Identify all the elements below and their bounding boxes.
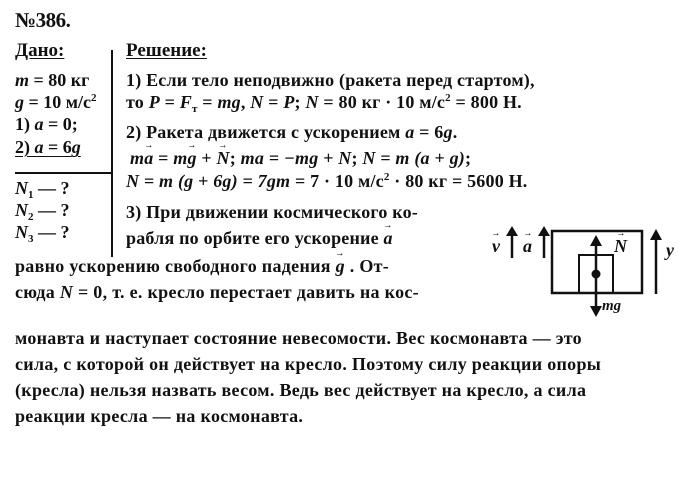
given-heading: Дано: (15, 40, 65, 61)
given-case-1: 1) a = 0; (15, 114, 78, 134)
solution-step3-line3: равно ускорению свободного падения → g . От- (15, 256, 389, 277)
solution-step2-line1: 2) Ракета движется с ускорением a = 6g. (126, 122, 458, 142)
conclusion-line-2: сила, с которой он действует на кресло. Поэтому силу реакции опоры (15, 354, 602, 374)
solution-step2-line2: m→ a = m→ g + → N; ma = −mg + N; N = m (a + g); (130, 148, 471, 169)
solution-step3-line2: рабля по орбите его ускорение → a (126, 228, 393, 249)
conclusion-line-4: реакции кресла — на космонавта. (15, 406, 304, 426)
label-normal-force: → N (614, 236, 627, 257)
label-acceleration: → a (523, 236, 532, 257)
conclusion-line-3: (кресла) нельзя назвать весом. Ведь вес действует на кресло, а сила (15, 380, 587, 400)
vector-g: → g (187, 148, 196, 169)
vector-a: → a (144, 148, 153, 169)
solution-step1-line2: то $P = F_т$ = mg, N = P; N = 80 кг · 10 $м/с^2 = 800$ Н. (126, 92, 522, 115)
given-gravity: g = 10 $м/с^2$ (15, 92, 97, 112)
force-diagram-graphic (490, 222, 700, 322)
problem-number: №386. (15, 8, 71, 32)
vector-g: → g (336, 256, 345, 277)
unknown-n2: $N_2$ — ? (15, 200, 70, 223)
force-diagram (490, 222, 700, 322)
vector-a: → a (384, 228, 393, 249)
given-horizontal-divider (15, 172, 112, 174)
solution-step3-line4: сюда N = 0, т. е. кресло перестает давить на кос- (15, 282, 419, 302)
conclusion-line-1: монавта и наступает состояние невесомости. Вес космонавта — это (15, 328, 582, 348)
solution-step2-line3: N = m (g + 6g) = 7gm = 7 · 10 $м/с^2 \cdot 80$ кг = 5600 Н. (126, 171, 528, 191)
unknown-n1: $N_1$ — ? (15, 178, 70, 201)
given-case-2: 2) a = 6g (15, 137, 81, 157)
given-vertical-divider (111, 50, 113, 257)
vector-n: → N (217, 148, 230, 169)
given-mass: m = 80 кг (15, 70, 90, 90)
label-y-axis: y (666, 240, 674, 260)
solution-step3-line1: 3) При движении космического ко- (126, 202, 418, 222)
solution-heading: Решение: (126, 40, 207, 61)
label-gravity-force: mg (602, 298, 622, 314)
unknown-n3: $N_3$ — ? (15, 222, 70, 245)
label-velocity: → v (492, 236, 500, 257)
solution-step1-line1: 1) Если тело неподвижно (ракета перед стартом), (126, 70, 535, 90)
